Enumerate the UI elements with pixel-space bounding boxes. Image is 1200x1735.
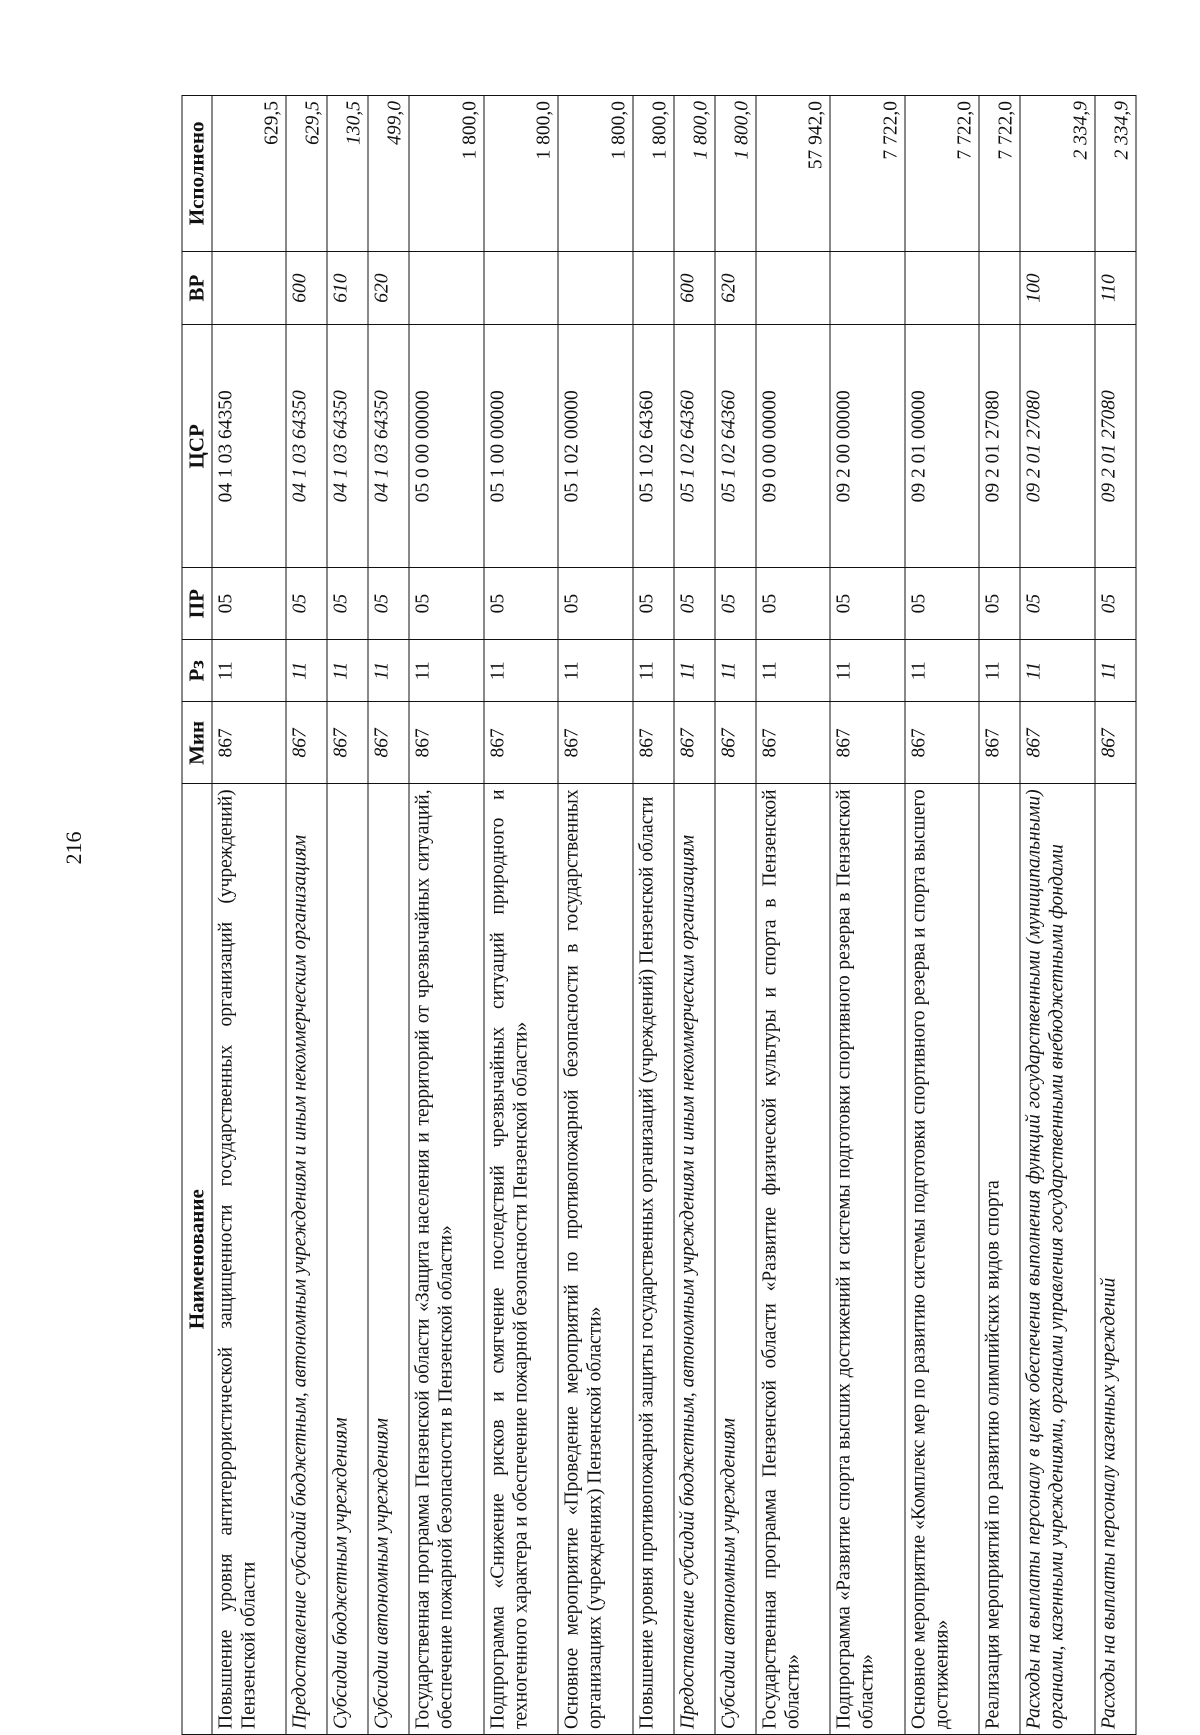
row-vr: 110 xyxy=(1095,251,1136,325)
row-rz: 11 xyxy=(484,640,559,702)
row-csr: 09 2 01 00000 xyxy=(905,325,980,568)
table-row xyxy=(905,96,980,1735)
row-pr: 05 xyxy=(286,568,327,640)
row-executed: 1 800,0 xyxy=(409,96,484,252)
row-executed: 7 722,0 xyxy=(905,96,980,252)
row-min: 867 xyxy=(830,702,905,784)
row-rz: 11 xyxy=(286,640,327,702)
header-vr: ВР xyxy=(182,251,212,325)
row-rz: 11 xyxy=(1095,640,1136,702)
row-min: 867 xyxy=(674,702,715,784)
row-csr: 05 1 02 64360 xyxy=(674,325,715,568)
row-executed: 499,0 xyxy=(368,96,409,252)
table-row xyxy=(1095,96,1136,1735)
header-executed: Исполнено xyxy=(182,96,212,252)
row-executed: 7 722,0 xyxy=(979,96,1020,252)
row-vr: 610 xyxy=(327,251,368,325)
row-pr: 05 xyxy=(979,568,1020,640)
row-csr: 05 1 00 00000 xyxy=(484,325,559,568)
header-pr: ПР xyxy=(182,568,212,640)
row-rz: 11 xyxy=(905,640,980,702)
row-vr xyxy=(830,251,905,325)
row-pr: 05 xyxy=(905,568,980,640)
row-vr xyxy=(756,251,831,325)
row-executed: 1 800,0 xyxy=(484,96,559,252)
row-min: 867 xyxy=(756,702,831,784)
row-csr: 04 1 03 64350 xyxy=(286,325,327,568)
row-executed: 2 334,9 xyxy=(1095,96,1136,252)
row-name: Субсидии автономным учреждениям xyxy=(715,784,756,1735)
row-pr: 05 xyxy=(327,568,368,640)
row-min: 867 xyxy=(558,702,633,784)
row-name: Государственная программа Пензенской области «Защита населения и территорий от чрезвычайных ситуаций, обеспечение пожарной безопасности в Пензенской области» xyxy=(409,784,484,1735)
table-row xyxy=(715,96,756,1735)
table-row xyxy=(674,96,715,1735)
row-min: 867 xyxy=(327,702,368,784)
row-csr: 09 2 00 00000 xyxy=(830,325,905,568)
row-vr xyxy=(484,251,559,325)
row-rz: 11 xyxy=(558,640,633,702)
row-rz: 11 xyxy=(368,640,409,702)
row-csr: 05 1 02 00000 xyxy=(558,325,633,568)
row-vr: 620 xyxy=(715,251,756,325)
row-vr: 600 xyxy=(286,251,327,325)
row-pr: 05 xyxy=(409,568,484,640)
row-csr: 09 2 01 27080 xyxy=(1095,325,1136,568)
row-executed: 1 800,0 xyxy=(715,96,756,252)
row-min: 867 xyxy=(286,702,327,784)
row-name: Повышение уровня противопожарной защиты государственных организаций (учреждений) Пензенской области xyxy=(633,784,674,1735)
row-name: Повышение уровня антитеррористической защищенности государственных организаций (учреждений) Пензенской области xyxy=(212,784,287,1735)
table-row xyxy=(409,96,484,1735)
row-vr xyxy=(409,251,484,325)
table-row xyxy=(212,96,287,1735)
row-vr: 600 xyxy=(674,251,715,325)
row-vr xyxy=(212,251,287,325)
row-vr: 100 xyxy=(1020,251,1095,325)
row-rz: 11 xyxy=(830,640,905,702)
row-executed: 629,5 xyxy=(286,96,327,252)
row-vr: 620 xyxy=(368,251,409,325)
row-csr: 04 1 03 64350 xyxy=(212,325,287,568)
row-pr: 05 xyxy=(633,568,674,640)
table-row xyxy=(979,96,1020,1735)
row-executed: 7 722,0 xyxy=(830,96,905,252)
row-min: 867 xyxy=(633,702,674,784)
row-min: 867 xyxy=(409,702,484,784)
row-executed: 57 942,0 xyxy=(756,96,831,252)
row-pr: 05 xyxy=(830,568,905,640)
row-csr: 05 1 02 64360 xyxy=(633,325,674,568)
row-rz: 11 xyxy=(674,640,715,702)
row-name: Расходы на выплаты персоналу в целях обеспечения выполнения функций государственными (муниципальными) органами, казенными учреждениями, органами управления государственными внебюджетными фондами xyxy=(1020,784,1095,1735)
row-rz: 11 xyxy=(715,640,756,702)
table-row xyxy=(484,96,559,1735)
row-pr: 05 xyxy=(715,568,756,640)
row-csr: 04 1 03 64350 xyxy=(368,325,409,568)
row-executed: 1 800,0 xyxy=(633,96,674,252)
row-name: Основное мероприятие «Комплекс мер по развитию системы подготовки спортивного резерва и спорта высшего достижения» xyxy=(905,784,980,1735)
row-executed: 2 334,9 xyxy=(1020,96,1095,252)
row-pr: 05 xyxy=(212,568,287,640)
page-number: 216 xyxy=(61,831,86,865)
row-csr: 09 2 01 27080 xyxy=(979,325,1020,568)
row-csr: 09 2 01 27080 xyxy=(1020,325,1095,568)
row-name: Реализация мероприятий по развитию олимпийских видов спорта xyxy=(979,784,1020,1735)
header-name: Наименование xyxy=(182,784,212,1735)
table-row xyxy=(830,96,905,1735)
table-row xyxy=(368,96,409,1735)
row-name: Государственная программа Пензенской области «Развитие физической культуры и спорта в Пензенской области» xyxy=(756,784,831,1735)
row-pr: 05 xyxy=(756,568,831,640)
row-csr: 05 0 00 00000 xyxy=(409,325,484,568)
table-row xyxy=(756,96,831,1735)
header-csr: ЦСР xyxy=(182,325,212,568)
row-rz: 11 xyxy=(1020,640,1095,702)
row-pr: 05 xyxy=(558,568,633,640)
row-executed: 1 800,0 xyxy=(558,96,633,252)
row-vr xyxy=(905,251,980,325)
row-csr: 05 1 02 64360 xyxy=(715,325,756,568)
row-name: Расходы на выплаты персоналу казенных учреждений xyxy=(1095,784,1136,1735)
row-rz: 11 xyxy=(327,640,368,702)
row-executed: 629,5 xyxy=(212,96,287,252)
row-pr: 05 xyxy=(674,568,715,640)
row-name: Основное мероприятие «Проведение мероприятий по противопожарной безопасности в государственных организациях (учреждениях) Пензенской области» xyxy=(558,784,633,1735)
row-vr xyxy=(558,251,633,325)
budget-table-container xyxy=(182,95,1137,1735)
table-row xyxy=(558,96,633,1735)
table-header-row xyxy=(182,96,212,1735)
row-csr: 09 0 00 00000 xyxy=(756,325,831,568)
row-executed: 1 800,0 xyxy=(674,96,715,252)
row-pr: 05 xyxy=(368,568,409,640)
row-name: Предоставление субсидий бюджетным, автономным учреждениям и иным некоммерческим организациям xyxy=(674,784,715,1735)
row-pr: 05 xyxy=(1095,568,1136,640)
table-row xyxy=(633,96,674,1735)
row-name: Предоставление субсидий бюджетным, автономным учреждениям и иным некоммерческим организациям xyxy=(286,784,327,1735)
row-rz: 11 xyxy=(409,640,484,702)
row-vr xyxy=(633,251,674,325)
row-min: 867 xyxy=(484,702,559,784)
row-pr: 05 xyxy=(1020,568,1095,640)
row-rz: 11 xyxy=(979,640,1020,702)
row-executed: 130,5 xyxy=(327,96,368,252)
row-csr: 04 1 03 64350 xyxy=(327,325,368,568)
row-min: 867 xyxy=(715,702,756,784)
row-pr: 05 xyxy=(484,568,559,640)
row-rz: 11 xyxy=(212,640,287,702)
row-min: 867 xyxy=(905,702,980,784)
row-min: 867 xyxy=(212,702,287,784)
row-name: Подпрограмма «Развитие спорта высших достижений и системы подготовки спортивного резерва в Пензенской области» xyxy=(830,784,905,1735)
row-vr xyxy=(979,251,1020,325)
table-row xyxy=(1020,96,1095,1735)
table-row xyxy=(286,96,327,1735)
row-name: Субсидии автономным учреждениям xyxy=(368,784,409,1735)
row-rz: 11 xyxy=(633,640,674,702)
row-rz: 11 xyxy=(756,640,831,702)
row-min: 867 xyxy=(368,702,409,784)
row-min: 867 xyxy=(1020,702,1095,784)
header-rz: Рз xyxy=(182,640,212,702)
row-name: Субсидии бюджетным учреждениям xyxy=(327,784,368,1735)
header-min: Мин xyxy=(182,702,212,784)
row-name: Подпрограмма «Снижение рисков и смягчение последствий чрезвычайных ситуаций природного и техногенного характера и обеспечение пожарной безопасности Пензенской области» xyxy=(484,784,559,1735)
row-min: 867 xyxy=(979,702,1020,784)
table-row xyxy=(327,96,368,1735)
row-min: 867 xyxy=(1095,702,1136,784)
budget-table xyxy=(182,95,1137,1735)
